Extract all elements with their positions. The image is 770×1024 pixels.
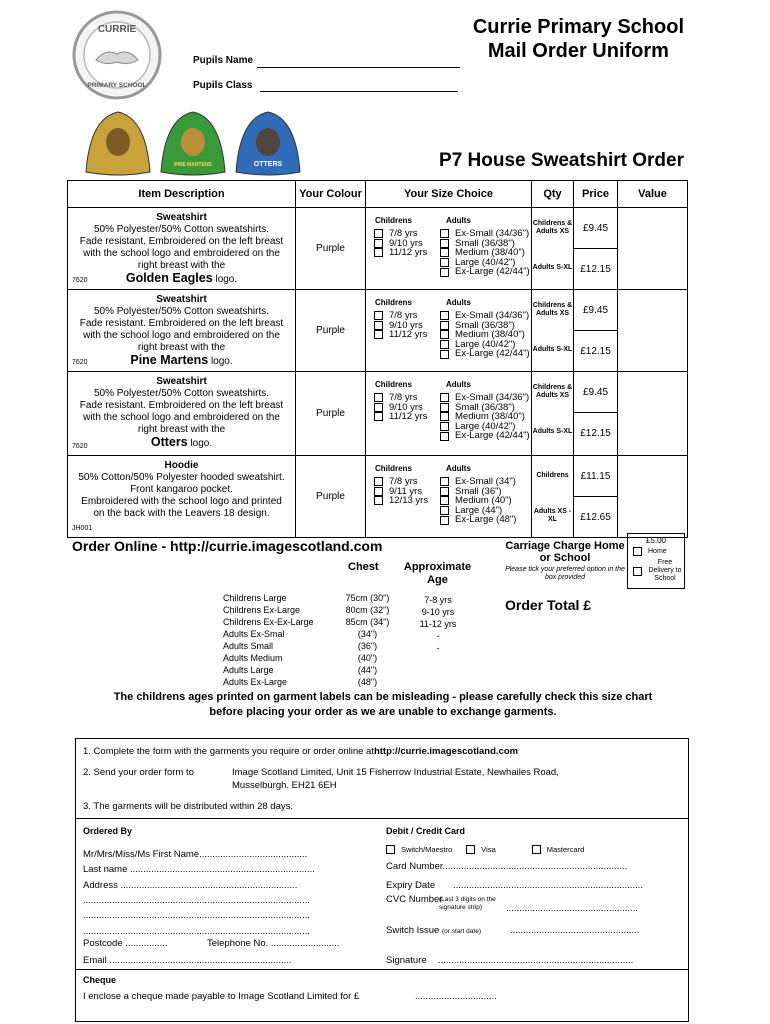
size-label: Ex-Large (42/44") (455, 348, 530, 360)
size-label: 9/10 yrs (389, 319, 423, 331)
size-checkbox[interactable] (374, 229, 383, 238)
size-chart-line: 7-8 yrs (424, 595, 452, 605)
size-checkbox[interactable] (440, 311, 449, 320)
price-1: £9.45 (574, 208, 617, 249)
header-value: Value (618, 181, 688, 208)
size-checkbox[interactable] (440, 506, 449, 515)
size-label: 12/13 yrs (389, 495, 429, 507)
size-chart-line: 80cm (32") (345, 605, 390, 615)
size-checkbox[interactable] (374, 403, 383, 412)
mastercard-checkbox[interactable] (532, 845, 541, 854)
header-your-colour: Your Colour (296, 181, 366, 208)
desc-line: Fade resistant. Embroidered on the left breast (79, 400, 284, 411)
step-2-address-line1: Image Scotland Limited, Unit 15 Fisherrow Industrial Estate, Newhailes Road, (232, 767, 559, 778)
size-checkbox[interactable] (440, 412, 449, 421)
adults-options (440, 393, 530, 441)
item-code: JH001 (72, 525, 93, 532)
size-checkbox[interactable] (440, 229, 449, 238)
size-checkbox[interactable] (374, 330, 383, 339)
size-label: 11/12 yrs (389, 247, 428, 259)
price-2: £12.15 (580, 345, 611, 357)
childrens-options (374, 393, 427, 422)
size-label: Medium (40") (455, 495, 512, 507)
size-label: 9/10 yrs (389, 237, 423, 249)
size-chart-line: Adults Medium (223, 653, 283, 663)
qty-label-2: Adults XS - XL (533, 508, 572, 523)
school-checkbox[interactable] (633, 567, 642, 576)
badge-label: PINE MARTENS (174, 162, 212, 168)
size-label: Ex-Small (34/36") (455, 228, 530, 239)
qty-label-2: Adults S-XL (532, 428, 573, 435)
size-checkbox[interactable] (440, 258, 449, 267)
size-checkbox[interactable] (374, 239, 383, 248)
chest-heading: Chest (348, 561, 379, 573)
order-form-box (75, 738, 689, 1022)
adults-label: Adults (446, 298, 471, 307)
size-warning: The childrens ages printed on garment labels can be misleading - please carefully check this size chart before placing your order as we are unable to exchange garments. (113, 691, 653, 718)
size-label: Ex-Small (34") (455, 476, 516, 487)
adults-label: Adults (446, 216, 471, 225)
size-chart-line: Adults Ex-Smal (223, 629, 285, 639)
size-label: Small (36/38") (455, 237, 515, 249)
size-option[interactable] (440, 515, 516, 525)
house-name: Otters (150, 435, 188, 449)
desc-line: with the school logo and embroidered on the (83, 330, 280, 341)
price-1: £11.15 (574, 456, 617, 497)
email-field[interactable]: Email ..................................................................... (83, 955, 292, 966)
cheque-heading: Cheque (83, 975, 117, 985)
house-name: Golden Eagles (125, 271, 213, 285)
desc-line: with the school logo and embroidered on the (83, 248, 280, 259)
header-size-choice: Your Size Choice (366, 181, 532, 208)
school-title (473, 15, 684, 63)
size-label: Ex-Large (48") (455, 514, 517, 526)
qty-label-1: Childrens (536, 472, 569, 479)
size-label: Ex-Large (42/44") (455, 266, 530, 278)
qty-label-2: Adults S-XL (532, 346, 573, 353)
size-choice (366, 208, 532, 290)
item-colour: Purple (296, 208, 366, 290)
size-checkbox[interactable] (374, 248, 383, 257)
item-description (68, 372, 296, 456)
value-cell[interactable] (618, 208, 688, 290)
card-heading: Debit / Credit Card (386, 826, 466, 836)
price-2: £12.15 (580, 263, 611, 275)
size-checkbox[interactable] (440, 321, 449, 330)
childrens-label: Childrens (375, 464, 412, 473)
visa-label: Visa (481, 845, 496, 854)
size-checkbox[interactable] (440, 340, 449, 349)
size-label: Ex-Large (42/44") (455, 430, 530, 442)
divider (76, 818, 688, 819)
table-header-row (68, 181, 688, 208)
switch-checkbox[interactable] (386, 845, 395, 854)
switch-issue-label (386, 925, 481, 936)
step-3: 3. The garments will be distributed within 28 days. (83, 801, 293, 812)
qty-cell[interactable] (532, 208, 574, 290)
adults-label: Adults (446, 380, 471, 389)
title-line2: Mail Order Uniform (487, 40, 669, 62)
step-2-address-line2: Musselburgh. EH21 6EH (232, 780, 337, 791)
size-checkbox[interactable] (440, 516, 449, 525)
size-label: 7/8 yrs (389, 228, 418, 239)
badge-label: OTTERS (253, 161, 283, 168)
childrens-label: Childrens (375, 380, 412, 389)
table-row (68, 456, 688, 538)
logo-suffix: logo. (212, 274, 238, 285)
logo-text-top: CURRIE (97, 24, 137, 35)
cvc-field[interactable]: .................................................. (506, 903, 638, 914)
qty-label-1: Childrens & Adults XS (532, 384, 573, 399)
cvc-note: (Last 3 digits on the signature strip) (439, 896, 496, 911)
size-checkbox[interactable] (440, 330, 449, 339)
desc-line: 50% Polyester/50% Cotton sweatshirts. (93, 306, 270, 317)
size-chart-line: Childrens Ex-Large (223, 605, 301, 615)
desc-line: on the back with the Leavers 18 design. (93, 508, 270, 519)
size-label: 7/8 yrs (389, 476, 418, 487)
size-chart-line: 85cm (34") (345, 617, 390, 627)
otters-badge (236, 112, 300, 175)
size-checkbox[interactable] (374, 321, 383, 330)
logo-suffix: logo. (187, 438, 213, 449)
size-label: Medium (38/40") (455, 411, 525, 423)
size-chart-line: (44") (357, 665, 378, 675)
visa-checkbox[interactable] (466, 845, 475, 854)
childrens-label: Childrens (375, 216, 412, 225)
pupils-class-label: Pupils Class (193, 80, 253, 91)
postcode-field[interactable]: Postcode ................ (83, 938, 168, 949)
size-checkbox[interactable] (374, 487, 383, 496)
childrens-label: Childrens (375, 298, 412, 307)
house-name: Pine Martens (130, 353, 209, 367)
size-label: Ex-Small (34/36") (455, 310, 530, 321)
childrens-options (374, 477, 428, 506)
size-checkbox[interactable] (440, 350, 449, 359)
cheque-amount-field[interactable]: ............................... (415, 991, 497, 1002)
item-title: Sweatshirt (156, 376, 207, 387)
size-option[interactable] (374, 496, 428, 506)
size-option[interactable] (440, 267, 530, 277)
expiry-field[interactable]: ........................................................................ (453, 880, 644, 891)
size-checkbox[interactable] (440, 432, 449, 441)
size-label: 11/12 yrs (389, 411, 428, 423)
desc-line: with the school logo and embroidered on the (83, 412, 280, 423)
desc-line: 50% Polyester/50% Cotton sweatshirts. (93, 224, 270, 235)
size-checkbox[interactable] (440, 477, 449, 486)
size-chart-line: 9-10 yrs (421, 607, 455, 617)
adults-options (440, 229, 530, 277)
size-chart-line: - (436, 631, 440, 641)
card-number-field[interactable]: Card Number...................................................................... (386, 861, 628, 872)
childrens-options (374, 229, 427, 258)
pine-martens-badge (161, 112, 225, 175)
size-label: Ex-Small (34/36") (455, 392, 530, 403)
size-chart-line: 11-12 yrs (419, 619, 457, 629)
school-logo (72, 10, 162, 100)
address-line-4[interactable]: ...................................................................................... (83, 926, 310, 937)
switch-issue-note: (or start date) (441, 928, 481, 935)
size-checkbox[interactable] (440, 393, 449, 402)
order-table (67, 180, 688, 538)
desc-line: Fade resistant. Embroidered on the left breast (79, 236, 284, 247)
carriage-title: Carriage Charge Home or School (505, 540, 625, 564)
price-cell (574, 456, 618, 538)
price-1: £9.45 (574, 372, 617, 413)
size-checkbox[interactable] (374, 311, 383, 320)
size-checkbox[interactable] (374, 496, 383, 505)
size-checkbox[interactable] (374, 393, 383, 402)
home-checkbox[interactable] (633, 547, 642, 556)
size-chart-line: (36") (357, 641, 378, 651)
size-chart-line: (48") (357, 677, 378, 687)
price-cell (574, 290, 618, 372)
size-chart-line: - (436, 643, 440, 653)
size-checkbox[interactable] (440, 239, 449, 248)
last-name-field[interactable]: Last name ...................................................................... (83, 864, 315, 875)
qty-cell[interactable] (532, 290, 574, 372)
size-label: Large (44") (455, 504, 503, 516)
expiry-label: Expiry Date (386, 880, 436, 891)
value-cell[interactable] (618, 372, 688, 456)
size-chart-ages (407, 594, 469, 654)
divider (76, 969, 688, 970)
price-2: £12.15 (580, 427, 611, 439)
item-title: Sweatshirt (156, 212, 207, 223)
item-colour: Purple (296, 456, 366, 538)
qty-label-1: Childrens & Adults XS (532, 302, 573, 317)
adults-options (440, 477, 516, 525)
price-2: £12.65 (580, 511, 611, 523)
size-label: 7/8 yrs (389, 310, 418, 321)
size-chart-line: (40") (357, 653, 378, 663)
item-title: Hoodie (164, 460, 199, 471)
table-row (68, 208, 688, 290)
cvc-label: CVC Number (386, 894, 443, 905)
size-checkbox[interactable] (440, 248, 449, 257)
size-chart-chest (330, 592, 405, 688)
desc-line: right breast with the (137, 260, 226, 271)
pupils-class-field[interactable] (260, 90, 458, 92)
size-checkbox[interactable] (440, 496, 449, 505)
size-chart-names (223, 592, 314, 688)
price-cell (574, 372, 618, 456)
size-option[interactable] (440, 349, 530, 359)
desc-line: Front kangaroo pocket. (130, 484, 233, 495)
address-line-2[interactable]: ...................................................................................... (83, 895, 310, 906)
house-badges (80, 108, 310, 178)
size-label: Small (36/38") (455, 319, 515, 331)
header-item-description: Item Description (68, 181, 296, 208)
order-total-label: Order Total £ (505, 597, 592, 613)
item-code: 7620 (72, 359, 88, 366)
size-label: 9/11 yrs (389, 485, 423, 497)
size-checkbox[interactable] (374, 412, 383, 421)
item-colour: Purple (296, 290, 366, 372)
card-type-row (386, 845, 584, 854)
switch-label: Switch/Maestro (401, 845, 453, 854)
address-field[interactable]: Address ................................................................... (83, 880, 298, 891)
title-line1: Currie Primary School (472, 16, 684, 38)
qty-label-2: Adults S-XL (532, 264, 573, 271)
size-checkbox[interactable] (440, 422, 449, 431)
size-option[interactable] (374, 330, 427, 340)
size-option[interactable] (374, 248, 427, 258)
pupils-name-field[interactable] (257, 66, 460, 68)
desc-line: right breast with the (137, 342, 226, 353)
carriage-charge (505, 540, 625, 582)
order-online-link[interactable]: Order Online - http://currie.imagescotland.com (72, 538, 383, 554)
size-chart-line: Adults Small (223, 641, 274, 651)
size-choice (366, 290, 532, 372)
signature-field[interactable]: .......................................................................... (438, 955, 634, 966)
item-code: 7620 (72, 277, 88, 284)
size-checkbox[interactable] (440, 487, 449, 496)
adults-label: Adults (446, 464, 471, 473)
size-label: Small (36/38") (455, 401, 515, 413)
item-title: Sweatshirt (156, 294, 207, 305)
ordered-by-heading: Ordered By (83, 826, 133, 836)
size-option[interactable] (440, 431, 530, 441)
qty-cell[interactable] (532, 456, 574, 538)
age-heading: Approximate Age (403, 561, 472, 586)
qty-label-1: Childrens & Adults XS (532, 220, 573, 235)
size-label: 9/10 yrs (389, 401, 423, 413)
logo-text-bottom: PRIMARY SCHOOL (87, 82, 147, 89)
carriage-options (627, 533, 685, 589)
item-description (68, 456, 296, 538)
desc-line: 50% Polyester/50% Cotton sweatshirts. (93, 388, 270, 399)
size-choice (366, 372, 532, 456)
mastercard-label: Mastercard (546, 845, 585, 854)
item-code: 7620 (72, 443, 88, 450)
value-cell[interactable] (618, 456, 688, 538)
carriage-price: £5.00 (645, 536, 667, 545)
switch-issue-field[interactable]: ................................................. (510, 925, 640, 936)
item-description (68, 208, 296, 290)
size-label: Large (40/42") (455, 338, 516, 350)
desc-line: Fade resistant. Embroidered on the left breast (79, 318, 284, 329)
size-checkbox[interactable] (440, 403, 449, 412)
switch-issue-text: Switch Issue (386, 925, 440, 936)
header-qty: Qty (532, 181, 574, 208)
qty-cell[interactable] (532, 372, 574, 456)
childrens-options (374, 311, 427, 340)
order-title: P7 House Sweatshirt Order (439, 150, 684, 171)
value-cell[interactable] (618, 290, 688, 372)
golden-eagles-badge (86, 112, 150, 175)
step-1-link[interactable]: http://currie.imagescotland.com (373, 746, 519, 757)
table-row (68, 290, 688, 372)
size-chart-line: Childrens Ex-Ex-Large (223, 617, 314, 627)
free-delivery-label: Free Delivery to School (648, 559, 682, 582)
size-chart-line: Adults Ex-Large (223, 677, 288, 687)
size-label: 11/12 yrs (389, 329, 428, 341)
item-description (68, 290, 296, 372)
logo-suffix: logo. (208, 356, 233, 367)
price-cell (574, 208, 618, 290)
size-label: 7/8 yrs (389, 392, 418, 403)
desc-line: right breast with the (137, 424, 226, 435)
size-label: Large (40/42") (455, 256, 516, 268)
size-choice (366, 456, 532, 538)
size-label: Small (36") (455, 485, 502, 497)
step-1 (83, 746, 518, 757)
telephone-field[interactable]: Telephone No. .......................... (207, 938, 340, 949)
address-line-3[interactable]: ...................................................................................... (83, 910, 310, 921)
size-checkbox[interactable] (374, 477, 383, 486)
desc-line: 50% Cotton/50% Polyester hooded sweatshirt. (78, 472, 285, 483)
carriage-subtitle: Please tick your preferred option in the box provided (505, 566, 625, 581)
adults-options (440, 311, 530, 359)
size-label: Medium (38/40") (455, 247, 525, 259)
step-2-label: 2. Send your order form to (83, 767, 194, 778)
size-label: Large (40/42") (455, 420, 516, 432)
size-chart-line: (34") (357, 629, 378, 639)
price-1: £9.45 (574, 290, 617, 331)
cheque-text: I enclose a cheque made payable to Image Scotland Limited for £ (83, 991, 360, 1002)
table-row (68, 372, 688, 456)
size-chart-line: Childrens Large (223, 593, 287, 603)
name-field[interactable]: Mr/Mrs/Miss/Ms First Name......................................... (83, 849, 308, 860)
item-colour: Purple (296, 372, 366, 456)
signature-label: Signature (386, 955, 427, 966)
size-label: Medium (38/40") (455, 329, 525, 341)
size-checkbox[interactable] (440, 268, 449, 277)
size-chart-line: Adults Large (223, 665, 274, 675)
desc-line: Embroidered with the school logo and printed (81, 496, 282, 507)
home-label: Home (648, 548, 667, 555)
pupils-name-label: Pupils Name (193, 55, 254, 66)
step-1-text: 1. Complete the form with the garments you require or order online at (83, 746, 374, 757)
size-option[interactable] (374, 412, 427, 422)
size-chart-line: 75cm (30") (345, 593, 390, 603)
header-price: Price (574, 181, 618, 208)
